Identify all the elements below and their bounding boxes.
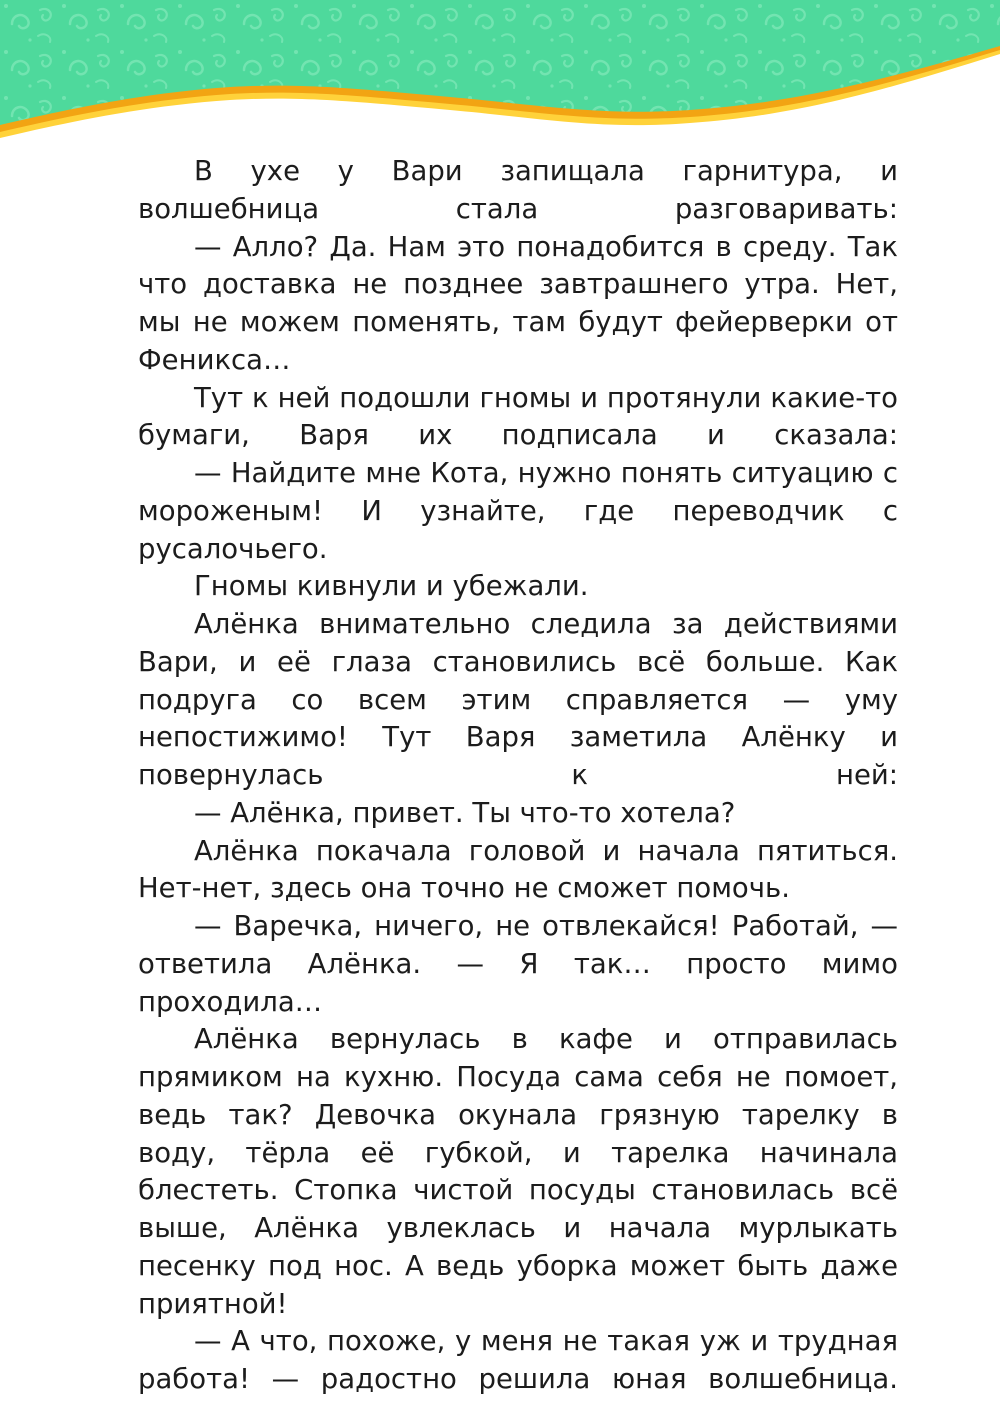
story-paragraph: — Алло? Да. Нам это понадобится в среду. Так что доставка не позднее завтрашнего утра. Нет, мы не можем поменять, там будут фейерверки от Феникса… <box>138 230 898 376</box>
story-paragraph: Тут к ней подошли гномы и протянули какие-то бумаги, Варя их подписала и сказала: <box>138 381 898 452</box>
story-paragraph: — Варечка, ничего, не отвлекайся! Работай, — ответила Алёнка. — Я так… просто мимо проходила… <box>138 910 898 1018</box>
story-paragraph: — Алёнка, привет. Ты что-то хотела? <box>194 796 736 829</box>
story-paragraph: Алёнка вернулась в кафе и отправилась прямиком на кухню. Посуда сама себя не помоет, ведь так? Девочка окунала грязную тарелку в воду, тёрла её губкой, и тарелка начинала блестеть. Стопка чистой посуды становилась всё выше, Алёнка увлеклась и начала мурлыкать песенку под нос. А ведь уборка может быть даже приятной! <box>138 1023 898 1320</box>
header-decorative-banner <box>0 0 1000 150</box>
story-text <box>138 153 898 1399</box>
story-paragraph: Гномы кивнули и убежали. <box>194 570 589 603</box>
story-paragraph: — Найдите мне Кота, нужно понять ситуацию с мороженым! И узнайте, где переводчик с русалочьего. <box>138 457 898 565</box>
story-paragraph: В ухе у Вари запищала гарнитура, и волшебница стала разговаривать: <box>138 155 898 225</box>
story-paragraph: Алёнка покачала головой и начала пятиться. Нет-нет, здесь она точно не сможет помочь. <box>138 834 898 905</box>
story-paragraph: — А что, похоже, у меня не такая уж и трудная работа! — радостно решила юная волшебница. <box>138 1325 898 1395</box>
story-paragraph: Алёнка внимательно следила за действиями Вари, и её глаза становились всё больше. Как подруга со всем этим справляется — уму непостижимо! Тут Варя заметила Алёнку и повернулась к ней: <box>138 608 898 791</box>
